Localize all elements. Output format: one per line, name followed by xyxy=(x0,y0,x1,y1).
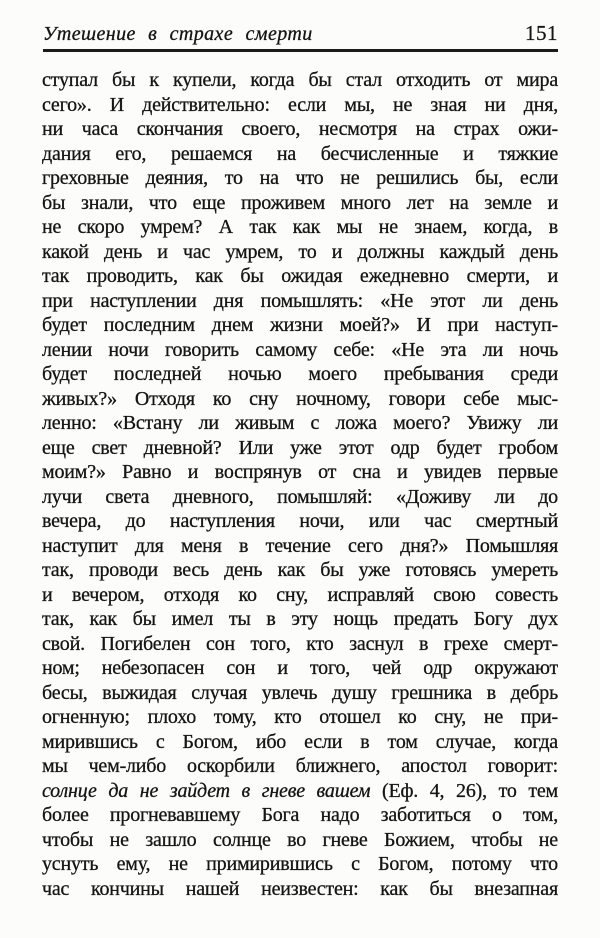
body-text xyxy=(42,68,558,901)
text-line: ступал бы к купели, когда бы стал отходить от мира xyxy=(42,69,558,91)
page-header xyxy=(43,21,558,46)
text-line: лучи света дневного, помышляй: «Доживу ли до xyxy=(42,485,558,508)
text-line: так проводить, как бы ожидая ежедневно смерти, и xyxy=(42,265,558,287)
text-line: солнце да не зайдет в гневе вашем (Еф. 4, 26), то тем xyxy=(42,779,558,802)
text-line: бы знали, что еще проживем много лет на земле и xyxy=(42,191,558,214)
text-line: будет последней ночью моего пребывания среди xyxy=(42,363,558,385)
text-line: какой день и час умрем, то и должны каждый день xyxy=(42,240,558,263)
text-line: так, как бы имел ты в эту нощь предать Богу дух xyxy=(42,608,558,630)
text-line: бесы, выжидая случая увлечь душу грешника в дебрь xyxy=(42,681,558,704)
text-line: и вечером, отходя ко сну, исправляй свою совесть xyxy=(42,583,558,606)
text-line: при наступлении дня помышлять: «Не этот ли день xyxy=(42,289,558,312)
text-line: час кончины нашей неизвестен: как бы внезапная xyxy=(42,877,558,900)
text-line: греховные деяния, то на что не решились бы, если xyxy=(42,167,558,189)
text-line: вечера, до наступления ночи, или час смертный xyxy=(42,510,558,532)
text-line: мы чем-либо оскорбили ближнего, апостол говорит: xyxy=(42,755,558,777)
text-line: будет последним днем жизни моей?» И при наступ- xyxy=(42,314,558,336)
text-line: огненную; плохо тому, кто отошел ко сну, не при- xyxy=(42,706,558,728)
text-line: наступит для меня в течение сего дня?» Помышляя xyxy=(42,534,558,557)
text-line: уснуть ему, не примирившись с Богом, потому что xyxy=(42,853,558,875)
text-line: не скоро умрем? А так как мы не знаем, когда, в xyxy=(42,216,558,238)
header-rule xyxy=(43,49,558,52)
text-line: ни часа скончания своего, несмотря на страх ожи- xyxy=(42,118,558,140)
text-line: так, проводи весь день как бы уже готовясь умереть xyxy=(42,559,558,581)
text-line: ленно: «Встану ли живым с ложа моего? Увижу ли xyxy=(42,412,558,434)
text-line: более прогневавшему Бога надо заботиться о том, xyxy=(42,804,558,826)
page-number: 151 xyxy=(525,21,558,45)
text-line: дания его, решаемся на бесчисленные и тяжкие xyxy=(42,142,558,165)
text-line: мирившись с Богом, ибо если в том случае, когда xyxy=(42,730,558,753)
text-line: живых?» Отходя ко сну ночному, говори себе мыс- xyxy=(42,387,558,410)
text-line: сего». И действительно: если мы, не зная ни дня, xyxy=(42,93,558,116)
text-line: свой. Погибелен сон того, кто заснул в грехе смерт- xyxy=(42,632,558,655)
text-line: ном; небезопасен сон и того, чей одр окружают xyxy=(42,657,558,679)
text-line: моим?» Равно и воспрянув от сна и увидев первые xyxy=(42,461,558,483)
text-line: еще свет дневной? Или уже этот одр будет гробом xyxy=(42,436,558,459)
text-line: лении ночи говорить самому себе: «Не эта ли ночь xyxy=(42,338,558,361)
running-title: Утешение в страхе смерти xyxy=(43,23,313,45)
text-line: чтобы не зашло солнце во гневе Божием, чтобы не xyxy=(42,828,558,851)
